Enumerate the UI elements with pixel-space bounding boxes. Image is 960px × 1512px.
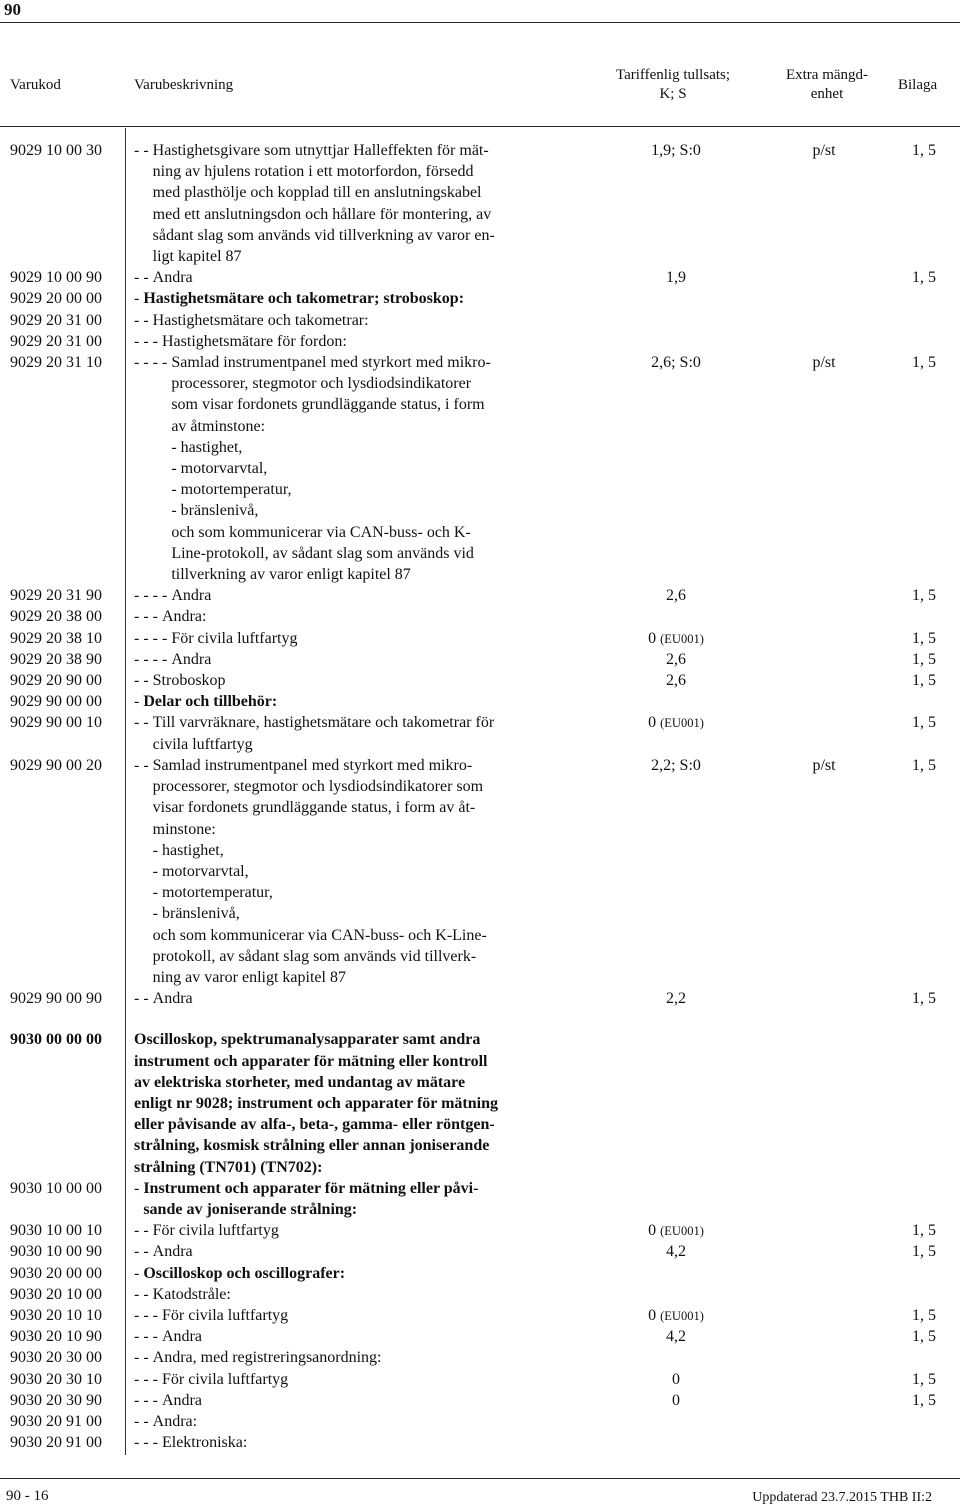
description-line: - motorvarvtal, [152, 862, 249, 880]
row-indent-dashes: - - - [134, 1391, 158, 1409]
description-line: Samlad instrumentpanel med styrkort med mikro- [171, 354, 491, 372]
table-row [0, 606, 960, 627]
description-line: processorer, stegmotor och lysdiodsindikatorer [171, 375, 472, 393]
rate-value: 1,9 [666, 269, 686, 287]
row-indent-dashes: - - [134, 142, 149, 159]
rate-value: 2,6 [666, 672, 686, 690]
rate-value: 0 [648, 1306, 657, 1324]
description-line: Elektroniska: [161, 1434, 248, 1452]
row-description [134, 310, 574, 331]
rate-value: 0 [648, 714, 657, 732]
table-row [0, 1263, 960, 1284]
table-row [0, 1220, 960, 1241]
row-code: 9030 20 30 90 [10, 1391, 102, 1409]
description-line: och som kommunicerar via CAN-buss- och K- [171, 523, 471, 541]
description-line: Andra [171, 650, 212, 668]
row-indent-dashes: - - [134, 1243, 149, 1261]
description-line: tillverkning av varor enligt kapitel 87 [171, 566, 411, 584]
description-line: För civila luftfartyg [161, 1306, 289, 1324]
row-code: 9030 20 30 00 [10, 1349, 102, 1367]
table-row [0, 1284, 960, 1305]
description-line: Oscilloskop och oscillografer: [143, 1264, 346, 1282]
table-row [0, 1326, 960, 1347]
rate-value: 2,6 [666, 587, 686, 605]
description-line: För civila luftfartyg [171, 629, 298, 647]
row-unit: p/st [812, 354, 836, 372]
header-rate-line1: Tariffenlig tullsats; [615, 67, 731, 83]
row-indent-dashes: - - - - [134, 650, 168, 668]
footer-page-ref: 90 - 16 [6, 1488, 49, 1504]
description-line: För civila luftfartyg [161, 1370, 289, 1388]
row-description [134, 670, 574, 691]
row-code: 9030 20 10 10 [10, 1306, 102, 1324]
row-annex: 1, 5 [912, 714, 936, 732]
description-line: Andra [171, 587, 212, 605]
row-indent-dashes: - [134, 1264, 140, 1282]
row-indent-dashes: - - - - [134, 629, 168, 647]
row-annex: 1, 5 [912, 672, 936, 690]
description-line: Hastighetsmätare och takometrar: [152, 311, 369, 329]
table-row [0, 628, 960, 649]
rate-value: 0 [672, 1391, 680, 1409]
row-code: 9029 10 00 90 [10, 269, 102, 287]
table-row [0, 1305, 960, 1326]
table-row [0, 691, 960, 712]
description-line: Andra [152, 269, 193, 287]
rate-footnote: (EU001) [660, 631, 704, 646]
rate-value: 2,2; S:0 [651, 756, 701, 774]
top-rule [0, 22, 960, 23]
row-description [134, 267, 574, 288]
row-code: 9030 10 00 10 [10, 1222, 102, 1240]
description-line: För civila luftfartyg [152, 1222, 279, 1240]
row-indent-dashes: - - - [134, 1370, 158, 1388]
page-number: 90 [4, 0, 21, 19]
row-code: 9030 20 10 90 [10, 1328, 102, 1346]
description-line: strålning, kosmisk strålning eller annan joniserande [134, 1137, 490, 1155]
description-line: - motortemperatur, [171, 481, 292, 499]
table-row [0, 585, 960, 606]
row-indent-dashes: - - [134, 756, 149, 774]
description-line: Andra: [152, 1412, 198, 1430]
row-description [134, 1326, 574, 1347]
row-indent-dashes: - - - - [134, 587, 168, 605]
row-code: 9029 20 31 00 [10, 332, 102, 350]
row-code: 9030 20 91 00 [10, 1412, 102, 1430]
row-indent-dashes: - - - [134, 608, 158, 626]
description-line: processorer, stegmotor och lysdiodsindikatorer som [152, 778, 484, 796]
row-annex: 1, 5 [912, 756, 936, 774]
row-annex: 1, 5 [912, 1328, 936, 1346]
header-unit-line1: Extra mängd- [785, 67, 869, 83]
row-code: 9029 90 00 00 [10, 693, 102, 711]
row-indent-dashes: - [134, 1179, 140, 1197]
description-line: Line-protokoll, av sådant slag som används vid [171, 544, 474, 562]
description-line: Andra [161, 1391, 202, 1409]
row-rate [588, 1326, 764, 1347]
row-rate [588, 1390, 764, 1411]
table-row [0, 288, 960, 309]
description-line: enligt nr 9028; instrument och apparater för mätning [134, 1094, 498, 1112]
description-line: Andra [152, 1243, 193, 1261]
row-indent-dashes: - - [134, 1349, 149, 1367]
rate-footnote: (EU001) [660, 1308, 704, 1323]
footer-updated: Uppdaterad 23.7.2015 THB II:2 [752, 1490, 932, 1505]
row-description [134, 1305, 574, 1326]
row-description [134, 1241, 574, 1262]
description-line: Instrument och apparater för mätning eller påvi- [143, 1179, 479, 1197]
row-annex: 1, 5 [912, 1222, 936, 1240]
row-code: 9029 90 00 90 [10, 990, 102, 1008]
description-line: minstone: [152, 820, 216, 838]
description-line: av åtminstone: [171, 417, 266, 435]
description-line: Delar och tillbehör: [143, 693, 278, 711]
row-indent-dashes: - - [134, 311, 149, 329]
row-annex: 1, 5 [912, 269, 936, 287]
row-indent-dashes: - [134, 693, 140, 711]
row-indent-dashes: - - [134, 1412, 149, 1430]
description-line: strålning (TN701) (TN702): [134, 1158, 323, 1176]
description-line: sande av joniserande strålning: [143, 1200, 358, 1218]
row-description [134, 691, 574, 712]
row-description [134, 1347, 574, 1368]
description-line: ning av hjulens rotation i ett motorfordon, försedd [152, 163, 474, 181]
row-annex: 1, 5 [912, 587, 936, 605]
row-rate [588, 140, 764, 161]
row-rate [588, 1305, 764, 1327]
description-line: - hastighet, [152, 841, 224, 859]
row-unit: p/st [812, 756, 836, 774]
table-row [0, 670, 960, 691]
row-code: 9029 20 31 00 [10, 311, 102, 329]
description-line: som visar fordonets grundläggande status, i form [171, 396, 485, 414]
description-line: - bränslenivå, [171, 502, 259, 520]
row-description [134, 755, 574, 988]
description-line: sådant slag som används vid tillverkning av varor en- [152, 226, 495, 244]
header-rate [588, 66, 758, 104]
table-row [0, 1347, 960, 1368]
row-rate [588, 1369, 764, 1390]
table-row [0, 1411, 960, 1432]
row-annex: 1, 5 [912, 1243, 936, 1261]
row-rate [588, 267, 764, 288]
row-description [134, 288, 574, 309]
row-description [134, 1432, 574, 1453]
row-rate [588, 1241, 764, 1262]
description-line: med ett anslutningsdon och hållare för montering, av [152, 205, 492, 223]
rate-value: 1,9; S:0 [651, 142, 701, 159]
row-indent-dashes: - - - [134, 1328, 158, 1346]
row-description [134, 1178, 574, 1220]
table-row [0, 1369, 960, 1390]
description-line: Hastighetsgivare som utnyttjar Halleffekten för mät- [152, 142, 489, 159]
tariff-table [0, 140, 960, 1453]
row-code: 9029 20 31 90 [10, 587, 102, 605]
row-annex: 1, 5 [912, 1306, 936, 1324]
row-code: 9029 20 38 00 [10, 608, 102, 626]
table-row [0, 1178, 960, 1220]
table-row [0, 1432, 960, 1453]
description-line: protokoll, av sådant slag som används vid tillverk- [152, 947, 477, 965]
row-rate [588, 628, 764, 650]
row-indent-dashes: - - [134, 714, 149, 732]
row-rate [588, 585, 764, 606]
description-line: civila luftfartyg [152, 735, 253, 753]
row-description [134, 988, 574, 1009]
table-row [0, 988, 960, 1009]
row-indent-dashes: - - [134, 269, 149, 287]
description-line: instrument och apparater för mätning eller kontroll [134, 1052, 488, 1070]
rate-value: 0 [672, 1370, 680, 1388]
rate-value: 0 [648, 629, 657, 647]
rate-value: 4,2 [666, 1328, 686, 1346]
table-row [0, 1241, 960, 1262]
header-unit [772, 66, 882, 104]
description-line: Andra, med registreringsanordning: [152, 1349, 382, 1367]
description-line: - bränslenivå, [152, 905, 240, 923]
rate-value: 2,6 [666, 650, 686, 668]
row-description [134, 585, 574, 606]
row-annex: 1, 5 [912, 1370, 936, 1388]
description-line: Andra: [161, 608, 207, 626]
description-line: Katodstråle: [152, 1285, 231, 1303]
row-code: 9029 20 38 90 [10, 650, 102, 668]
footer-rule [0, 1478, 960, 1479]
row-indent-dashes: - - [134, 1285, 149, 1303]
row-description [134, 649, 574, 670]
row-indent-dashes: - - - - [134, 354, 168, 372]
row-code: 9030 20 00 00 [10, 1264, 102, 1282]
description-line: av elektriska storheter, med undantag av mätare [134, 1073, 466, 1091]
table-row [0, 1029, 960, 1177]
header-rate-line2: K; S [659, 86, 687, 102]
row-code: 9029 90 00 20 [10, 756, 102, 774]
row-code: 9030 10 00 90 [10, 1243, 102, 1261]
row-rate [588, 1220, 764, 1242]
description-line: Hastighetsmätare och takometrar; stroboskop: [143, 290, 465, 308]
description-line: Till varvräknare, hastighetsmätare och takometrar för [152, 714, 495, 732]
row-description [134, 1284, 574, 1305]
row-annex: 1, 5 [912, 990, 936, 1008]
row-code: 9030 20 30 10 [10, 1370, 102, 1388]
row-annex: 1, 5 [912, 1391, 936, 1409]
header-code: Varukod [10, 77, 61, 93]
description-line: Samlad instrumentpanel med styrkort med mikro- [152, 756, 473, 774]
row-indent-dashes: - [134, 290, 140, 308]
row-code: 9029 20 38 10 [10, 629, 102, 647]
description-line: eller påvisande av alfa-, beta-, gamma- eller röntgen- [134, 1116, 495, 1134]
row-annex: 1, 5 [912, 650, 936, 668]
table-row [0, 310, 960, 331]
row-annex: 1, 5 [912, 142, 936, 159]
row-rate [588, 755, 764, 776]
rate-value: 0 [648, 1222, 657, 1240]
row-indent-dashes: - - - [134, 1306, 158, 1324]
row-description [134, 1390, 574, 1411]
table-row [0, 649, 960, 670]
row-code: 9030 10 00 00 [10, 1179, 102, 1197]
row-code: 9030 00 00 00 [10, 1031, 102, 1049]
table-row [0, 352, 960, 585]
row-code: 9030 20 91 00 [10, 1434, 102, 1452]
row-rate [588, 670, 764, 691]
row-indent-dashes: - - - [134, 332, 158, 350]
row-indent-dashes: - - - [134, 1434, 158, 1452]
description-line: Hastighetsmätare för fordon: [161, 332, 347, 350]
description-line: ligt kapitel 87 [152, 248, 242, 266]
row-description [134, 712, 574, 754]
row-indent-dashes: - - [134, 1222, 149, 1240]
row-description [134, 1263, 574, 1284]
table-row [0, 331, 960, 352]
row-code: 9030 20 10 00 [10, 1285, 102, 1303]
description-line: - motortemperatur, [152, 884, 273, 902]
row-rate [588, 712, 764, 734]
row-description [134, 140, 574, 267]
description-line: visar fordonets grundläggande status, i form av åt- [152, 799, 476, 817]
table-row [0, 755, 960, 988]
description-line: - motorvarvtal, [171, 460, 268, 478]
row-code: 9029 20 31 10 [10, 354, 102, 372]
row-description [134, 1369, 574, 1390]
row-description [134, 628, 574, 649]
row-description [134, 1411, 574, 1432]
rate-value: 2,6; S:0 [651, 354, 701, 372]
row-description [134, 606, 574, 627]
header-rule [0, 126, 960, 127]
description-line: Andra [161, 1328, 202, 1346]
description-line: med plasthölje och kopplad till en anslutningskabel [152, 184, 482, 202]
rate-footnote: (EU001) [660, 716, 704, 731]
rate-footnote: (EU001) [660, 1224, 704, 1239]
row-rate [588, 988, 764, 1009]
row-description [134, 1220, 574, 1241]
description-line: Andra [152, 990, 193, 1008]
row-description [134, 1029, 574, 1177]
description-line: och som kommunicerar via CAN-buss- och K-Line- [152, 926, 487, 944]
description-line: ning av varor enligt kapitel 87 [152, 968, 346, 986]
row-unit: p/st [812, 142, 836, 159]
row-rate [588, 649, 764, 670]
row-indent-dashes: - - [134, 672, 149, 690]
row-description [134, 331, 574, 352]
table-row [0, 267, 960, 288]
table-row [0, 1390, 960, 1411]
table-row [0, 712, 960, 754]
description-line: Oscilloskop, spektrumanalysapparater samt andra [134, 1031, 481, 1049]
row-code: 9029 20 90 00 [10, 672, 102, 690]
row-annex: 1, 5 [912, 629, 936, 647]
row-rate [588, 352, 764, 373]
row-code: 9029 20 00 00 [10, 290, 102, 308]
row-indent-dashes: - - [134, 990, 149, 1008]
row-description [134, 352, 574, 585]
table-row [0, 140, 960, 267]
description-line: Stroboskop [152, 672, 226, 690]
row-code: 9029 10 00 30 [10, 142, 102, 159]
header-annex: Bilaga [898, 77, 938, 93]
row-annex: 1, 5 [912, 354, 936, 372]
header-description: Varubeskrivning [134, 77, 234, 93]
rate-value: 4,2 [666, 1243, 686, 1261]
row-code: 9029 90 00 10 [10, 714, 102, 732]
header-unit-line2: enhet [810, 86, 844, 102]
rate-value: 2,2 [666, 990, 686, 1008]
description-line: - hastighet, [171, 438, 243, 456]
